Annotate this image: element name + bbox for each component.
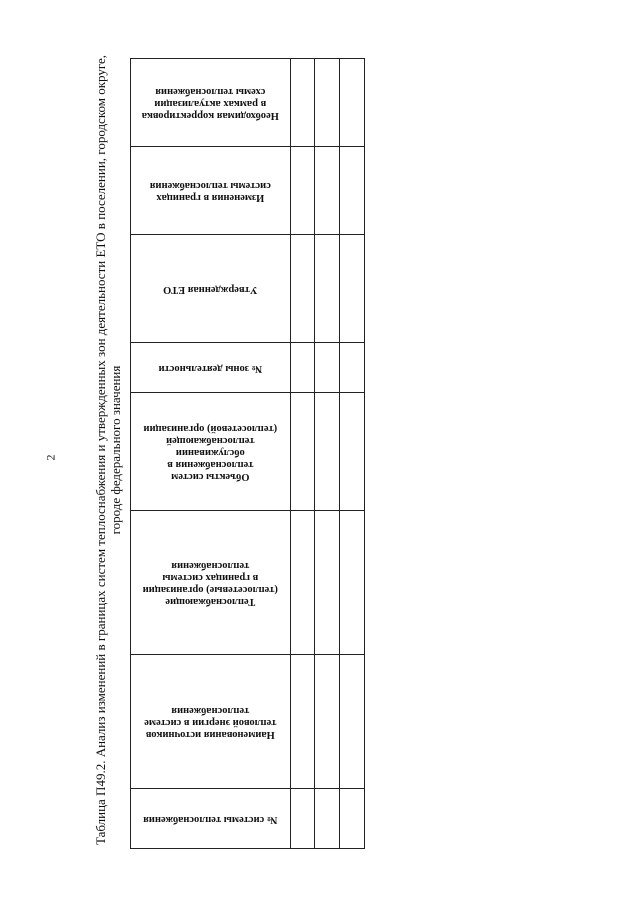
table-row bbox=[131, 655, 365, 789]
empty-cell bbox=[290, 511, 315, 655]
table-caption: Таблица П49.2. Анализ изменений в границах систем теплоснабжения и утвержденных зон деятельности ЕТО в поселении, городском округе, городе федерального значения bbox=[93, 54, 123, 846]
header-cell: № зоны деятельности bbox=[131, 343, 291, 393]
empty-cell bbox=[315, 343, 340, 393]
empty-cell bbox=[340, 393, 365, 511]
page-number: 2 bbox=[43, 454, 58, 461]
table-row bbox=[131, 511, 365, 655]
empty-cell bbox=[340, 235, 365, 343]
empty-cell bbox=[290, 393, 315, 511]
empty-cell bbox=[290, 789, 315, 849]
table-row bbox=[131, 235, 365, 343]
analysis-table bbox=[130, 58, 365, 848]
empty-cell bbox=[340, 511, 365, 655]
empty-cell bbox=[315, 59, 340, 147]
empty-cell bbox=[340, 59, 365, 147]
table-row bbox=[131, 789, 365, 849]
empty-cell bbox=[290, 59, 315, 147]
header-cell: Наименования источников тепловой энергии в системе теплоснабжения bbox=[131, 655, 291, 789]
empty-cell bbox=[315, 655, 340, 789]
table-row bbox=[131, 343, 365, 393]
header-cell: Необходимая корректировка в рамках актуализации схемы теплоснабжения bbox=[131, 59, 291, 147]
header-cell: № системы теплоснабжения bbox=[131, 789, 291, 849]
empty-cell bbox=[290, 655, 315, 789]
empty-cell bbox=[315, 147, 340, 235]
empty-cell bbox=[315, 511, 340, 655]
empty-cell bbox=[315, 789, 340, 849]
table-row bbox=[131, 393, 365, 511]
empty-cell bbox=[340, 147, 365, 235]
empty-cell bbox=[290, 147, 315, 235]
empty-cell bbox=[290, 235, 315, 343]
header-cell: Утвержденная ЕТО bbox=[131, 235, 291, 343]
empty-cell bbox=[340, 789, 365, 849]
empty-cell bbox=[340, 343, 365, 393]
header-cell: Изменения в границах системы теплоснабжения bbox=[131, 147, 291, 235]
header-cell: Объекты систем теплоснабжения в обслуживании теплоснабжающей (теплосетевой) организации bbox=[131, 393, 291, 511]
empty-cell bbox=[315, 393, 340, 511]
empty-cell bbox=[315, 235, 340, 343]
empty-cell bbox=[290, 343, 315, 393]
table-row bbox=[131, 59, 365, 147]
empty-cell bbox=[340, 655, 365, 789]
header-cell: Теплоснабжающие (теплосетевые) организации в границах системы теплоснабжения bbox=[131, 511, 291, 655]
table-row bbox=[131, 147, 365, 235]
